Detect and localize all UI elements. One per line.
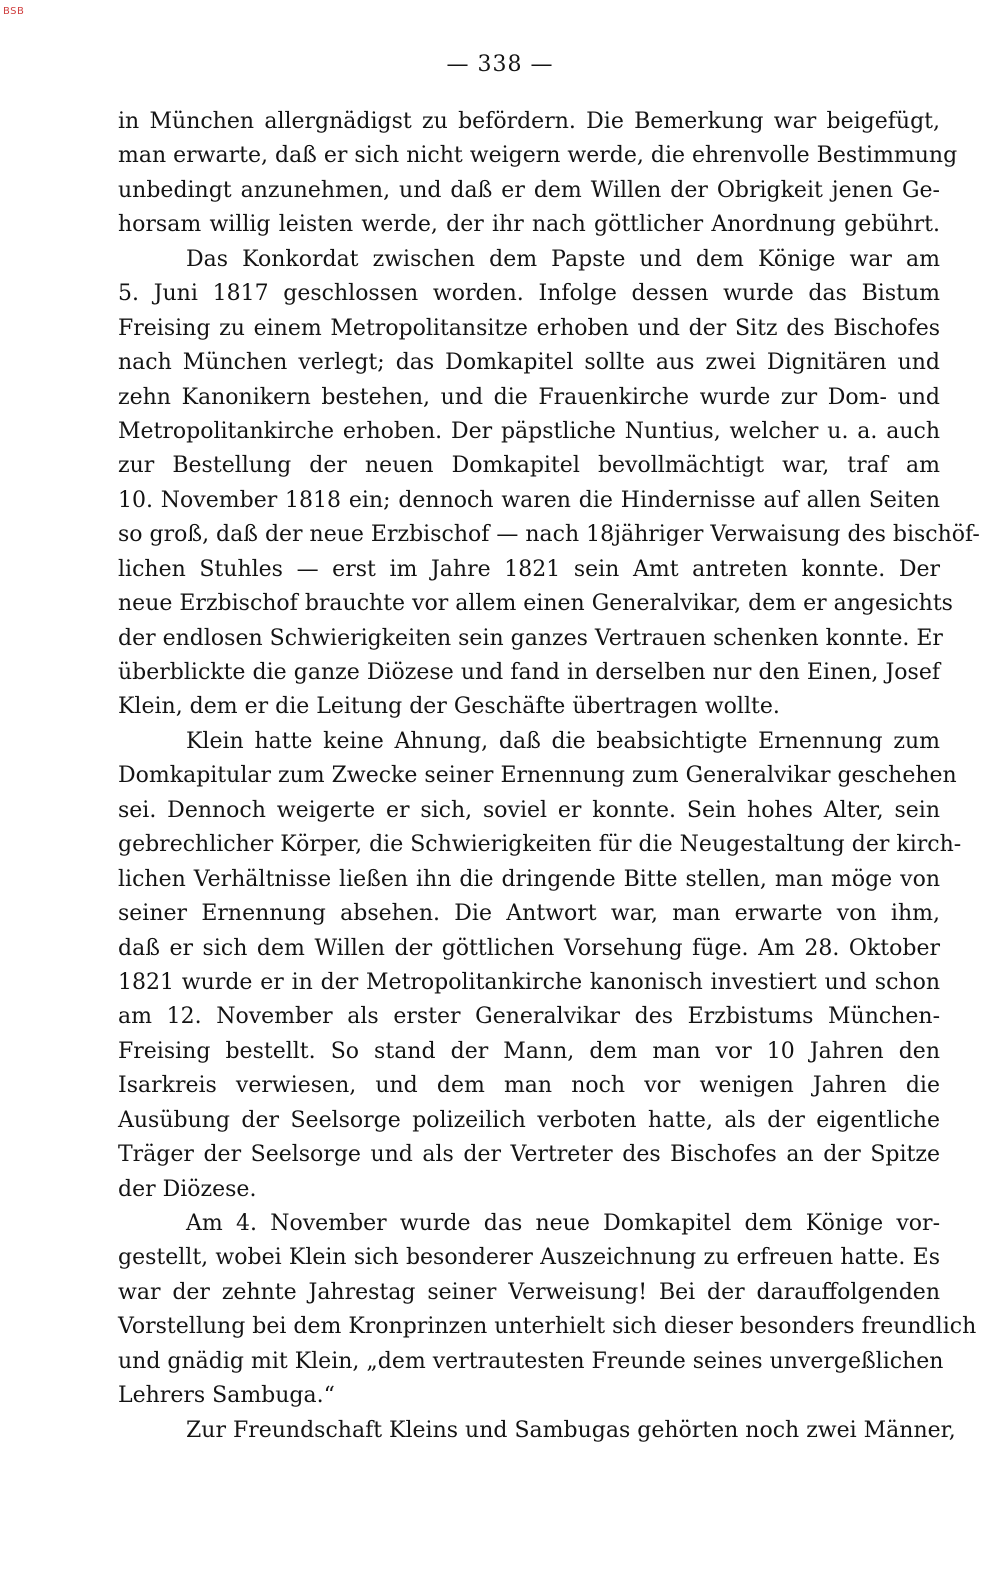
text-line: man erwarte, daß er sich nicht weigern werde, die ehrenvolle Bestimmung <box>118 143 958 169</box>
text-line: Vorstellung bei dem Kronprinzen unterhielt sich dieser besonders freundlich <box>118 1314 977 1340</box>
text-line: Am 4. November wurde das neue Domkapitel dem Könige vor- <box>186 1211 940 1236</box>
text-line: Träger der Seelsorge und als der Vertreter des Bischofes an der Spitze <box>118 1142 940 1168</box>
text-line: Metropolitankirche erhoben. Der päpstliche Nuntius, welcher u. a. auch <box>118 418 940 444</box>
text-line: 10. November 1818 ein; dennoch waren die Hindernisse auf allen Seiten <box>118 487 940 513</box>
text-line: neue Erzbischof brauchte vor allem einen Generalvikar, dem er angesichts <box>118 591 953 617</box>
library-stamp: BSB <box>3 6 25 17</box>
text-line: zehn Kanonikern bestehen, und die Frauenkirche wurde zur Dom- und <box>118 384 940 410</box>
text-line: gebrechlicher Körper, die Schwierigkeiten für die Neugestaltung der kirch- <box>118 832 962 858</box>
body-text <box>118 105 980 1448</box>
text-line: Klein, dem er die Leitung der Geschäfte übertragen wollte. <box>118 694 780 720</box>
text-line: Isarkreis verwiesen, und dem man noch vor wenigen Jahren die <box>118 1073 940 1099</box>
text-line: Lehrers Sambuga.“ <box>118 1383 335 1409</box>
text-line: nach München verlegt; das Domkapitel sollte aus zwei Dignitären und <box>118 350 940 376</box>
text-line: gestellt, wobei Klein sich besonderer Auszeichnung zu erfreuen hatte. Es <box>118 1245 940 1271</box>
text-line: Ausübung der Seelsorge polizeilich verboten hatte, als der eigentliche <box>118 1107 940 1133</box>
text-line: Das Konkordat zwischen dem Papste und dem Könige war am <box>186 246 940 272</box>
text-line: überblickte die ganze Diözese und fand in derselben nur den Einen, Josef <box>118 660 940 685</box>
page-number: — 338 — <box>446 52 554 77</box>
text-line: der endlosen Schwierigkeiten sein ganzes Vertrauen schenken konnte. Er <box>118 625 943 651</box>
text-line: Freising zu einem Metropolitansitze erhoben und der Sitz des Bischofes <box>118 315 940 341</box>
text-line: 1821 wurde er in der Metropolitankirche kanonisch investiert und schon <box>118 969 940 995</box>
text-line: Domkapitular zum Zwecke seiner Ernennung zum Generalvikar geschehen <box>118 763 957 789</box>
text-line: am 12. November als erster Generalvikar des Erzbistums München- <box>118 1004 940 1030</box>
text-line: Zur Freundschaft Kleins und Sambugas gehörten noch zwei Männer, <box>186 1417 956 1443</box>
text-line: daß er sich dem Willen der göttlichen Vorsehung füge. Am 28. Oktober <box>118 935 940 961</box>
text-line: Freising bestellt. So stand der Mann, dem man vor 10 Jahren den <box>118 1038 940 1064</box>
text-line: sei. Dennoch weigerte er sich, soviel er konnte. Sein hohes Alter, sein <box>118 797 940 823</box>
text-line: war der zehnte Jahrestag seiner Verweisung! Bei der darauffolgenden <box>118 1279 940 1305</box>
text-line: lichen Verhältnisse ließen ihn die dringende Bitte stellen, man möge von <box>118 866 940 892</box>
text-line: unbedingt anzunehmen, und daß er dem Willen der Obrigkeit jenen Ge- <box>118 177 940 203</box>
text-line: in München allergnädigst zu befördern. Die Bemerkung war beigefügt, <box>118 109 940 134</box>
text-line: und gnädig mit Klein, „dem vertrautesten Freunde seines unvergeßlichen <box>118 1348 944 1374</box>
text-line: so groß, daß der neue Erzbischof — nach 18jähriger Verwaisung des bischöf- <box>118 522 980 548</box>
text-line: lichen Stuhles — erst im Jahre 1821 sein Amt antreten konnte. Der <box>118 556 940 582</box>
text-line: Klein hatte keine Ahnung, daß die beabsichtigte Ernennung zum <box>186 728 940 754</box>
text-line: zur Bestellung der neuen Domkapitel bevollmächtigt war, traf am <box>118 453 940 479</box>
text-line: seiner Ernennung absehen. Die Antwort war, man erwarte von ihm, <box>118 901 940 927</box>
text-line: horsam willig leisten werde, der ihr nach göttlicher Anordnung gebührt. <box>118 212 940 238</box>
text-line: der Diözese. <box>118 1176 257 1202</box>
text-line: 5. Juni 1817 geschlossen worden. Infolge dessen wurde das Bistum <box>118 281 940 307</box>
